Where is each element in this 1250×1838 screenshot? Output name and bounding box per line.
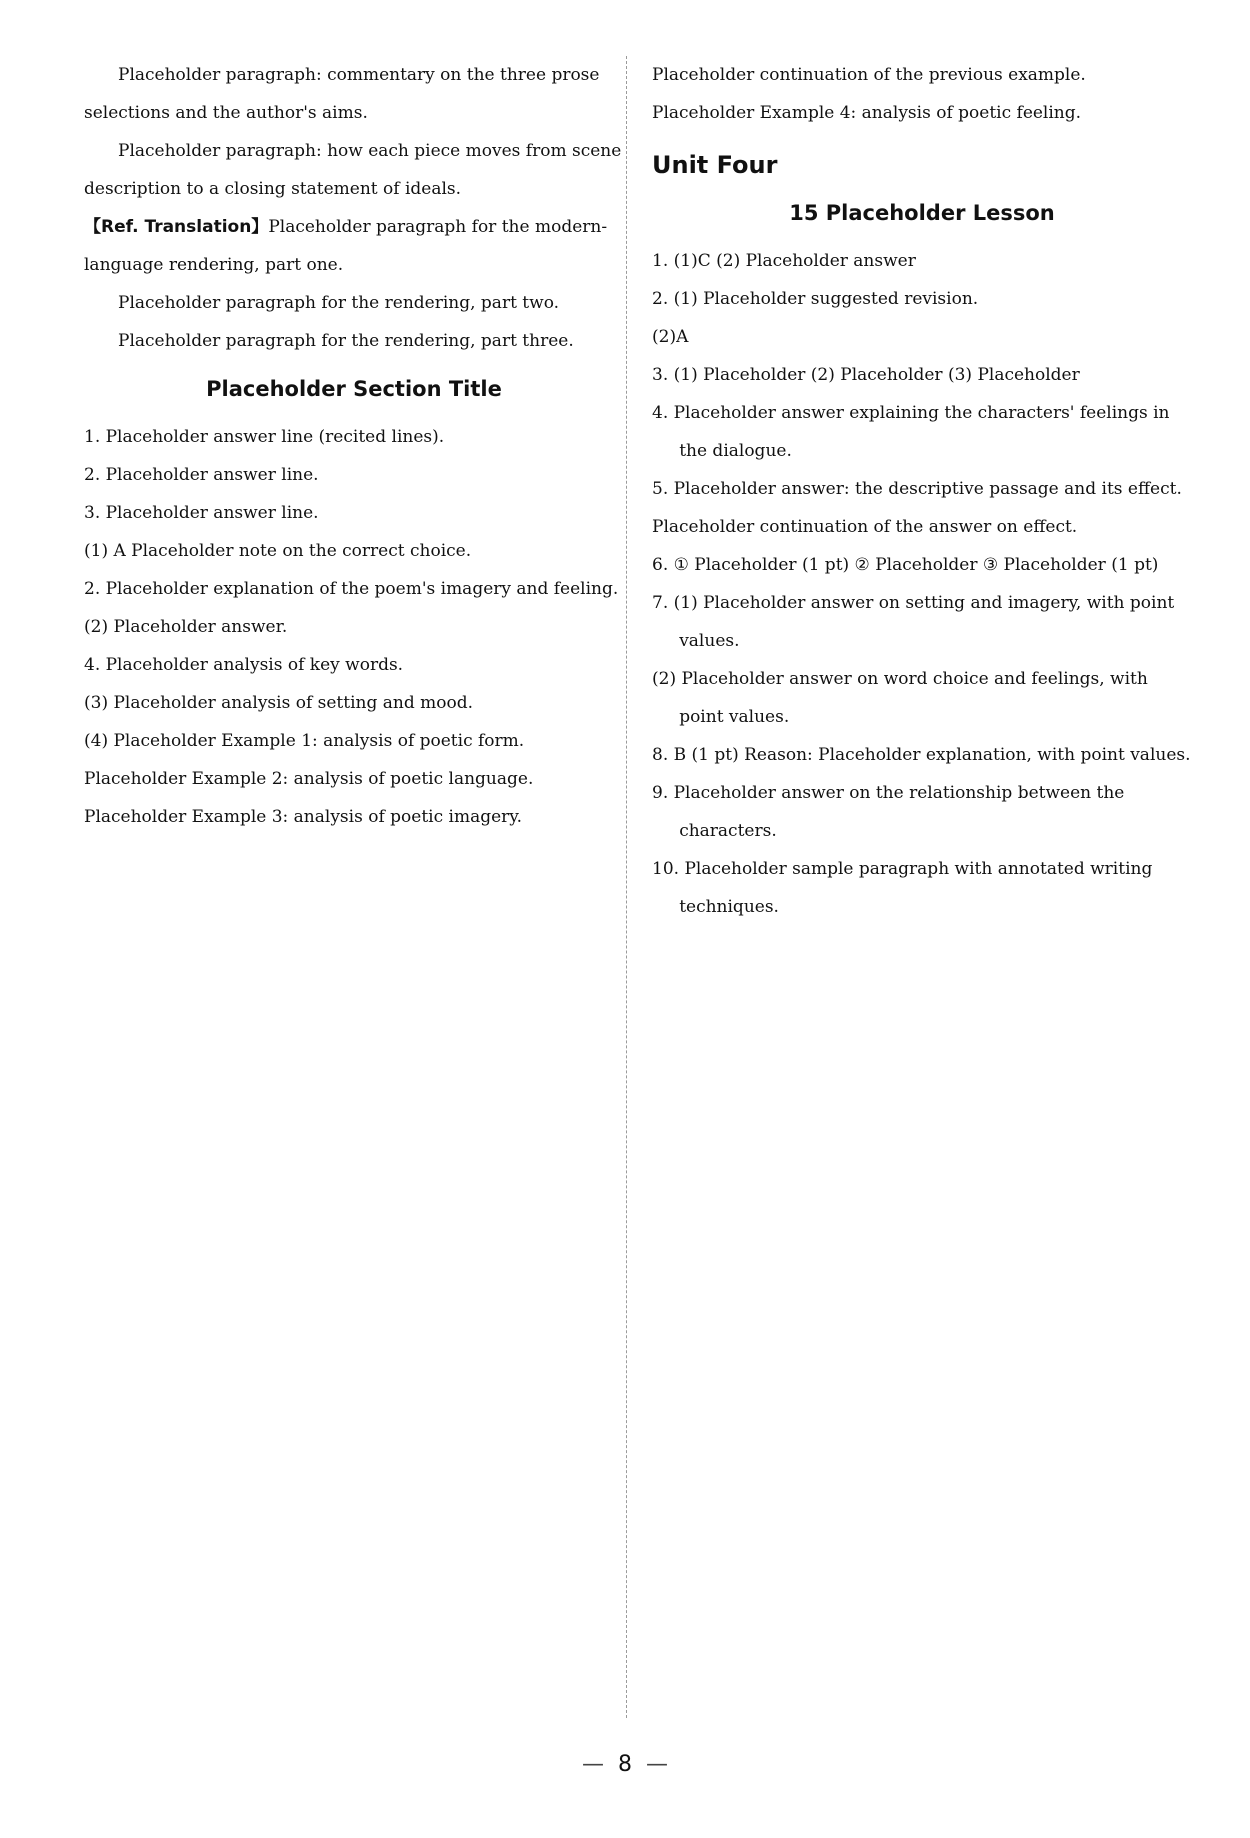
answer-item: 1. (1)C (2) Placeholder answer <box>652 251 916 271</box>
answer-item: 9. Placeholder answer on the relationship between the characters. <box>652 783 1125 841</box>
intro-paragraph-1: Placeholder paragraph: commentary on the three prose selections and the author's aims. <box>84 65 600 123</box>
left-column <box>84 56 624 1718</box>
poetry-item: 4. Placeholder analysis of key words. <box>84 655 404 675</box>
answer-item: 4. Placeholder answer explaining the characters' feelings in the dialogue. <box>652 403 1170 461</box>
poetry-item: (2) Placeholder answer. <box>84 617 288 637</box>
poetry-item: 1. Placeholder answer line (recited lines). <box>84 427 445 447</box>
translation-tag: 【Ref. Translation】 <box>84 217 269 237</box>
answer-item: 5. Placeholder answer: the descriptive passage and its effect. <box>652 479 1182 499</box>
poetry-item: (4) Placeholder Example 1: analysis of poetic form. <box>84 731 525 751</box>
lesson-title: 15 Placeholder Lesson <box>789 201 1055 225</box>
answer-item: 10. Placeholder sample paragraph with annotated writing techniques. <box>652 859 1153 917</box>
answer-item: Placeholder continuation of the answer on effect. <box>652 517 1078 537</box>
answer-item: 7. (1) Placeholder answer on setting and imagery, with point values. <box>652 593 1175 651</box>
right-column <box>652 56 1192 1718</box>
answer-item: 6. ① Placeholder (1 pt) ② Placeholder ③ Placeholder (1 pt) <box>652 555 1159 575</box>
answer-item: 2. (1) Placeholder suggested revision. <box>652 289 979 309</box>
translation-paragraph-2: Placeholder paragraph for the rendering, part two. <box>118 293 560 313</box>
poetry-section-title: Placeholder Section Title <box>206 377 502 401</box>
answer-item: (2) Placeholder answer on word choice and feelings, with point values. <box>652 669 1148 727</box>
translation-paragraph-3: Placeholder paragraph for the rendering, part three. <box>118 331 574 351</box>
poetry-item: 2. Placeholder explanation of the poem's imagery and feeling. <box>84 579 619 599</box>
poetry-item: 2. Placeholder answer line. <box>84 465 319 485</box>
poetry-item: (1) A Placeholder note on the correct choice. <box>84 541 472 561</box>
answer-item: 8. B (1 pt) Reason: Placeholder explanation, with point values. <box>652 745 1191 765</box>
poetry-item: Placeholder Example 3: analysis of poetic imagery. <box>84 807 523 827</box>
answer-item: 3. (1) Placeholder (2) Placeholder (3) Placeholder <box>652 365 1080 385</box>
unit-title: Unit Four <box>652 151 778 179</box>
poetry-item: Placeholder Example 2: analysis of poetic language. <box>84 769 534 789</box>
translation-paragraph-1: 【Ref. Translation】Placeholder paragraph for the modern-language rendering, part one. <box>84 217 608 275</box>
continued-paragraph: Placeholder Example 4: analysis of poetic feeling. <box>652 103 1082 123</box>
continued-paragraph: Placeholder continuation of the previous example. <box>652 65 1086 85</box>
page-number: — 8 — <box>582 1752 668 1777</box>
answer-item: (2)A <box>652 327 689 347</box>
poetry-item: 3. Placeholder answer line. <box>84 503 319 523</box>
column-divider <box>626 56 627 1718</box>
poetry-item: (3) Placeholder analysis of setting and mood. <box>84 693 474 713</box>
intro-paragraph-2: Placeholder paragraph: how each piece moves from scene description to a closing statement of ideals. <box>84 141 622 199</box>
